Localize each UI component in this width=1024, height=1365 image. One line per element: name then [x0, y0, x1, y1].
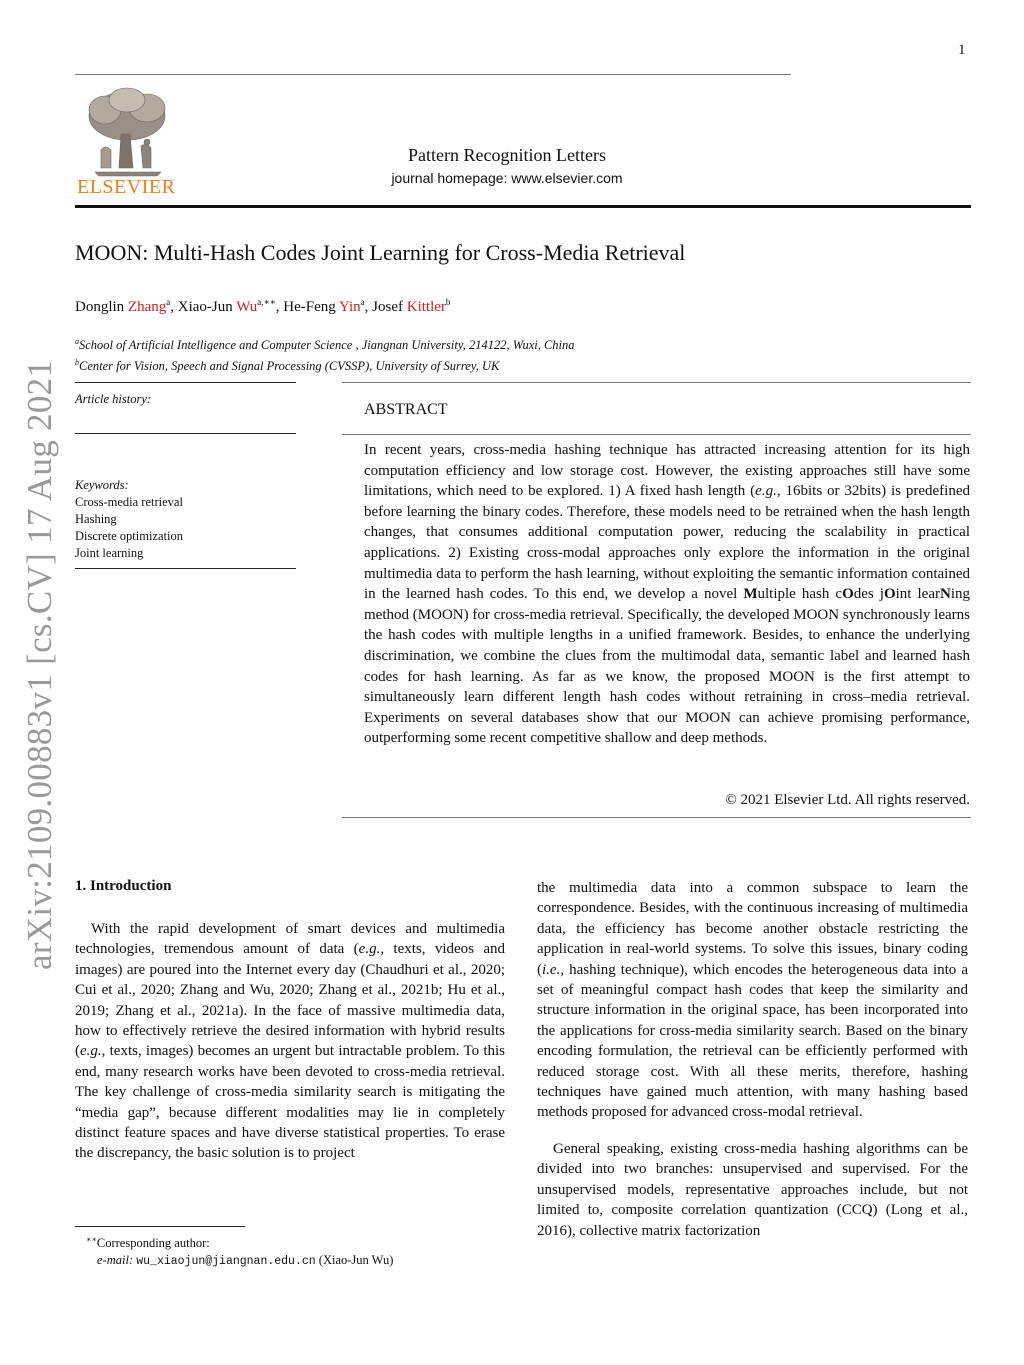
footnote-rule [75, 1226, 245, 1227]
keywords-block [75, 477, 295, 562]
page-number: 1 [958, 42, 966, 58]
abstract-bottom-rule [342, 817, 971, 818]
arxiv-stamp: arXiv:2109.00883v1 [cs.CV] 17 Aug 2021 [20, 359, 59, 970]
intro-paragraph-1: With the rapid development of smart devices and multimedia technologies, tremendous amount of data (e.g., texts, videos and images) are poured into the Internet every day (Chaudhuri et al., 2020; Cui et al., 2020; Zhang and Wu, 2020; Zhang et al., 2021b; Hu et al., 2019; Zhang et al., 2021a). In the face of massive multimedia data, how to effectively retrieve the desired information with hybrid results (e.g., texts, images) becomes an urgent but intractable problem. To this end, many research works have been devoted to cross-media retrieval. The key challenge of cross-media similarity search is mitigating the “media gap”, because different modalities may lie in completely distinct feature spaces and have diverse statistical properties. To erase the discrepancy, the basic solution is to project [75, 921, 505, 1162]
author-zhang: Donglin Zhang$^a$ [75, 297, 171, 315]
author-yin: He-Feng Yin$^a$ [283, 297, 365, 315]
footnote-corresponding: ∗∗Corresponding author: [86, 1235, 210, 1251]
keyword-item: Hashing [75, 512, 117, 526]
affiliation-b: $^b$Center for Vision, Speech and Signal Processing (CVSSP), University of Surrey, UK [75, 358, 500, 374]
intro-right-column [537, 878, 968, 1241]
keyword-item: Discrete optimization [75, 529, 183, 543]
abstract-top-rule [342, 382, 971, 383]
author-kittler-link[interactable]: Kittler [406, 299, 446, 315]
sidebar-rule-3 [75, 568, 296, 569]
elsevier-wordmark: ELSEVIER [77, 176, 176, 198]
footnote-email-line: e-mail: wu_xiaojun@jiangnan.edu.cn (Xiao-Jun Wu) [97, 1253, 394, 1269]
intro-left-column [75, 919, 505, 1164]
intro-paragraph-1-cont: the multimedia data into a common subspace to learn the correspondence. Besides, with the continuous increasing of multimedia data, the efficiency has become another obstacle restricting the application in real-world systems. To solve this issues, binary coding (i.e., hashing technique), which encodes the heterogeneous data into a set of meaningful compact hash codes that keep the similarity and structure information in the original space, has been incorporated into the applications for cross-media similarity search. Based on the binary encoding formulation, the retrieval can be efficiently performed with reduced storage cost. With all these merits, therefore, hashing techniques have gained much attention, with many hashing based methods proposed for advanced cross-modal retrieval. [537, 880, 968, 1121]
journal-homepage[interactable]: journal homepage: www.elsevier.com [391, 170, 623, 186]
header-top-rule [75, 74, 791, 75]
author-wu: Xiao-Jun $Wu^{a,∗∗}$ [177, 297, 276, 315]
author-wu-link[interactable]: Wu [236, 299, 258, 315]
author-kittler: Josef Kittler$^b$ [372, 297, 451, 315]
keyword-item: Cross-media retrieval [75, 495, 183, 509]
sidebar-rule-1 [75, 382, 296, 383]
journal-name: Pattern Recognition Letters [408, 145, 606, 165]
copyright-notice: © 2021 Elsevier Ltd. All rights reserved. [725, 792, 970, 808]
abstract-heading: ABSTRACT [364, 401, 448, 418]
keyword-item: Joint learning [75, 546, 144, 560]
intro-paragraph-2: General speaking, existing cross-media hashing algorithms can be divided into two branches: unsupervised and supervised. For the unsupervised models, representative approaches include, but not limited to, composite correlation quantization (CCQ) (Long et al., 2016), collective matrix factorization [537, 1140, 968, 1239]
article-history-label: Article history: [75, 392, 152, 406]
abstract-heading-rule [342, 434, 971, 435]
author-yin-link[interactable]: Yin [338, 299, 361, 315]
keywords-label: Keywords: [75, 478, 129, 492]
author-list: Donglin Zhang$^a$, Xiao-Jun $Wu^{a,∗∗}$, He-Feng Yin$^a$, Josef Kittler$^b$ [75, 297, 451, 315]
intro-heading: 1. Introduction [75, 878, 172, 894]
abstract-body: In recent years, cross-media hashing technique has attracted increasing attention for its high computation efficiency and low storage cost. However, the existing approaches still have some limitations, which need to be explored. 1) A fixed hash length (e.g., 16bits or 32bits) is predefined before learning the binary codes. Therefore, these models need to be retrained when the hash length changes, that consumes additional computation power, reducing the scalability in practical applications. 2) Existing cross-modal approaches only explore the information in the original multimedia data to perform the hash learning, without exploiting the semantic information contained in the learned hash codes. To this end, we develop a novel Multiple hash cOdes jOint learNing method (MOON) for cross-media retrieval. Specifically, the developed MOON synchronously learns the hash codes with multiple lengths in a unified framework. Besides, to enhance the underlying discrimination, we combine the clues from the multimodal data, semantic label and learned hash codes for hash learning. As far as we know, the proposed MOON is the first attempt to simultaneously learn different length hash codes without retraining in cross–media retrieval. Experiments on several databases show that our MOON can achieve promising performance, outperforming some recent competitive shallow and deep methods. [364, 442, 970, 747]
footnote-email[interactable]: wu_xiaojun@jiangnan.edu.cn [136, 1255, 316, 1269]
affiliation-a: $^a$School of Artificial Intelligence and Computer Science , Jiangnan University, 214122, Wuxi, China [75, 337, 575, 353]
author-zhang-link[interactable]: Zhang [127, 299, 167, 315]
footnote [86, 1231, 393, 1270]
affiliations [75, 333, 575, 375]
sidebar-rule-2 [75, 433, 296, 434]
header-thick-rule [75, 205, 971, 208]
paper-title: MOON: Multi-Hash Codes Joint Learning for Cross-Media Retrieval [75, 240, 686, 265]
